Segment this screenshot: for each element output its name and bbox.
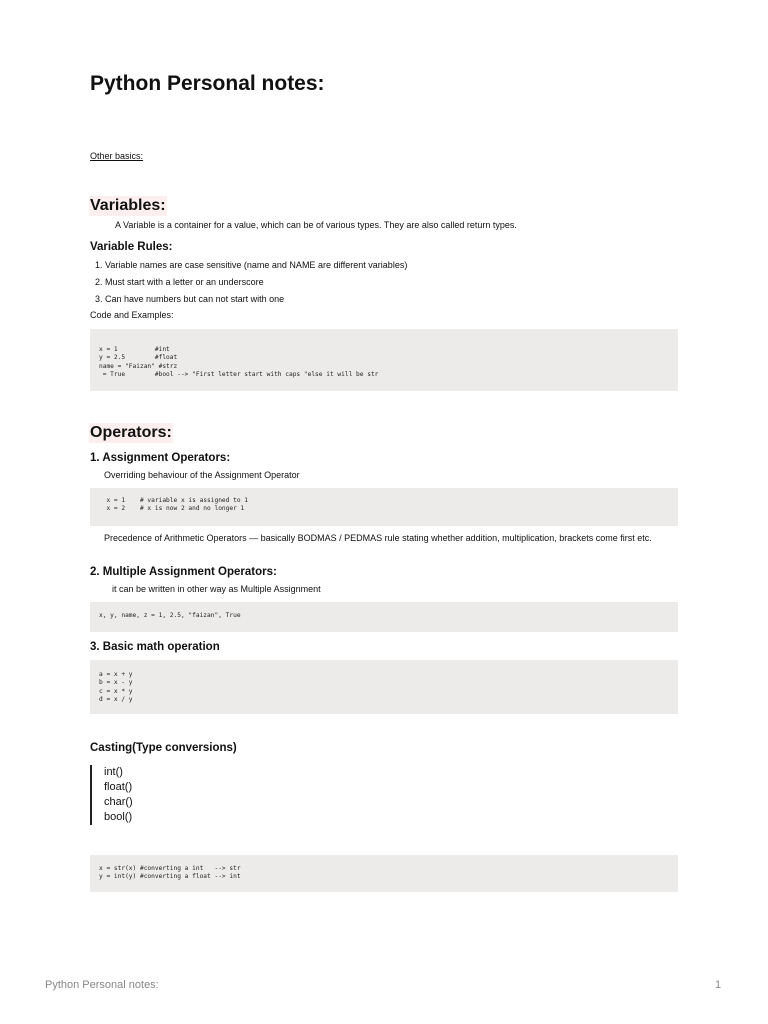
footer-title: Python Personal notes: <box>45 979 159 991</box>
multiple-assignment-code-block: x, y, name, z = 1, 2.5, "faizan", True <box>90 602 678 632</box>
operators-heading: Operators: <box>90 424 172 441</box>
basic-math-code-block: a = x + y b = x - y c = x * y d = x / y <box>90 660 678 714</box>
code-examples-label: Code and Examples: <box>90 310 174 320</box>
list-item: char() <box>104 796 133 808</box>
variables-code-block: x = 1 #int y = 2.5 #float name = "Faizan" #strz = True #bool --> "First letter start with caps "else it will be str <box>90 329 678 391</box>
other-basics-link[interactable]: Other basics: <box>90 151 144 161</box>
variables-heading: Variables: <box>90 197 166 214</box>
list-item: 1. Variable names are case sensitive (name and NAME are different variables) <box>95 260 408 270</box>
casting-blockquote <box>90 765 133 825</box>
list-item: 2. Must start with a letter or an underscore <box>95 277 264 287</box>
page-title: Python Personal notes: <box>90 72 325 95</box>
assignment-operators-heading: 1. Assignment Operators: <box>90 452 231 464</box>
list-item: bool() <box>104 811 133 823</box>
list-item: 3. Can have numbers but can not start with one <box>95 294 285 304</box>
basic-math-heading: 3. Basic math operation <box>90 641 220 653</box>
list-item: int() <box>104 766 123 778</box>
multiple-assignment-heading: 2. Multiple Assignment Operators: <box>90 566 277 578</box>
multiple-assignment-text: it can be written in other way as Multiple Assignment <box>112 584 321 594</box>
variables-intro: A Variable is a container for a value, which can be of various types. They are also called return types. <box>115 220 517 230</box>
precedence-text: Precedence of Arithmetic Operators — basically BODMAS / PEDMAS rule stating whether addition, multiplication, brackets come first etc. <box>104 533 652 543</box>
list-item: float() <box>104 781 133 793</box>
variable-rules-heading: Variable Rules: <box>90 241 173 253</box>
assignment-code-block: x = 1 # variable x is assigned to 1 x = 2 # x is now 2 and no longer 1 <box>90 488 678 526</box>
casting-code-block: x = str(x) #converting a int --> str y = int(y) #converting a float --> int <box>90 855 678 892</box>
casting-heading: Casting(Type conversions) <box>90 742 237 754</box>
page-number: 1 <box>715 979 722 991</box>
assignment-operators-text: Overriding behaviour of the Assignment Operator <box>104 470 300 480</box>
